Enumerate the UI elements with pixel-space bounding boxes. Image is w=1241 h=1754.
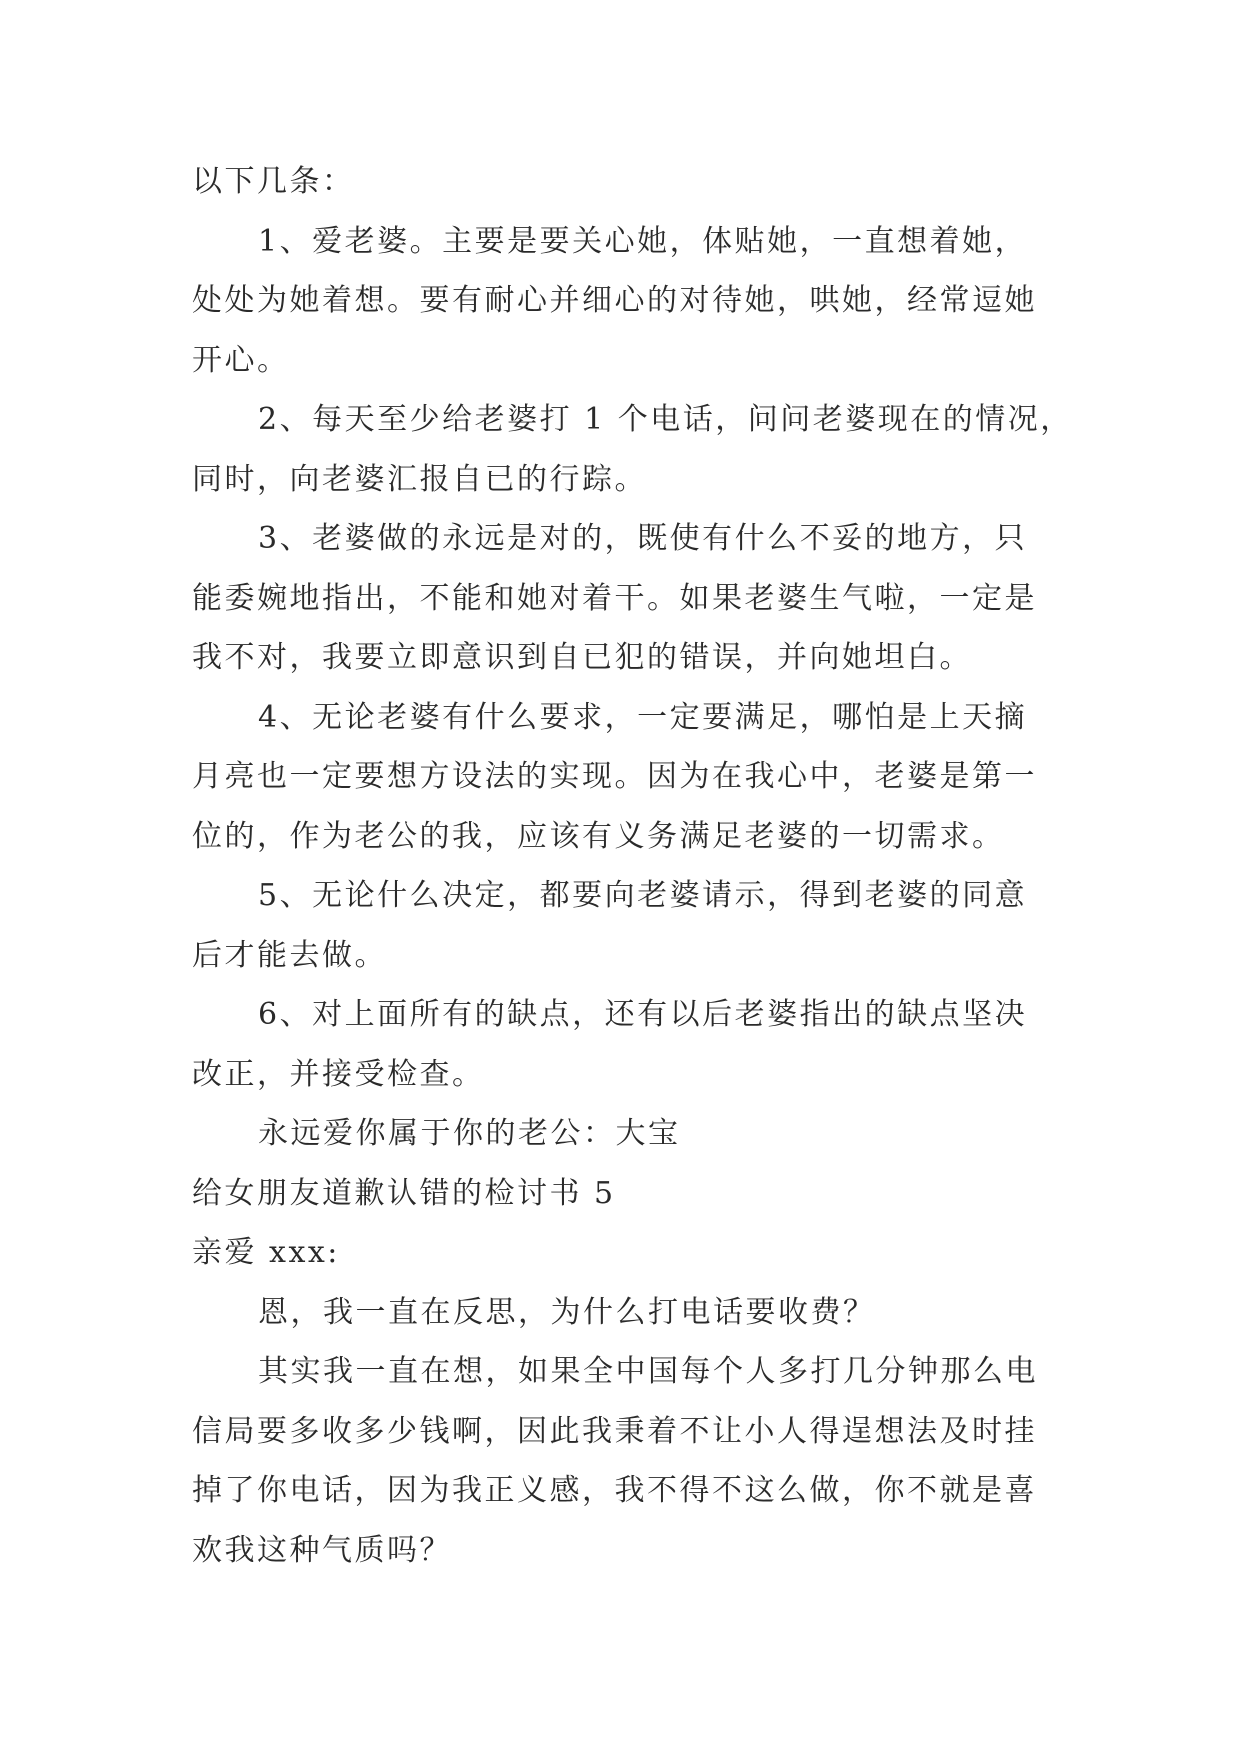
text-line: 1、爱老婆。主要是要关心她，体贴她，一直想着她， [258,223,1028,259]
text-line: 改正，并接受检查。 [192,1056,485,1092]
text-line: 后才能去做。 [192,937,387,973]
section-title: 给女朋友道歉认错的检讨书 5 [192,1175,616,1211]
text-line: 其实我一直在想，如果全中国每个人多打几分钟那么电 [258,1354,1038,1389]
text-line: 3、老婆做的永远是对的，既使有什么不妥的地方，只 [258,521,1028,556]
text-line: 月亮也一定要想方设法的实现。因为在我心中，老婆是第一 [192,759,1037,794]
text-line: 开心。 [192,342,290,378]
text-line: 处处为她着想。要有耐心并细心的对待她，哄她，经常逗她 [192,283,1037,318]
text-line: 4、无论老婆有什么要求，一定要满足，哪怕是上天摘 [258,699,1028,735]
salutation: 亲爱 xxx: [192,1235,340,1270]
text-line: 位的，作为老公的我，应该有义务满足老婆的一切需求。 [192,818,1005,854]
document-body [192,152,1073,1580]
text-line: 掉了你电话，因为我正义感，我不得不这么做，你不就是喜 [192,1473,1037,1508]
text-line: 2、每天至少给老婆打 1 个电话，问问老婆现在的情况， [258,402,1073,437]
text-line: 能委婉地指出，不能和她对着干。如果老婆生气啦，一定是 [192,580,1037,616]
text-line: 5、无论什么决定，都要向老婆请示，得到老婆的同意 [258,878,1028,913]
text-line: 欢我这种气质吗？ [192,1532,452,1568]
text-line: 同时，向老婆汇报自已的行踪。 [192,461,647,497]
signature-line: 永远爱你属于你的老公：大宝 [258,1116,681,1151]
text-line: 6、对上面所有的缺点，还有以后老婆指出的缺点坚决 [258,997,1028,1032]
text-line: 信局要多收多少钱啊，因此我秉着不让小人得逞想法及时挂 [192,1413,1037,1449]
text-line: 恩，我一直在反思，为什么打电话要收费？ [258,1294,876,1330]
text-line: 我不对，我要立即意识到自已犯的错误，并向她坦白。 [192,640,972,675]
text-line: 以下几条： [192,164,355,199]
